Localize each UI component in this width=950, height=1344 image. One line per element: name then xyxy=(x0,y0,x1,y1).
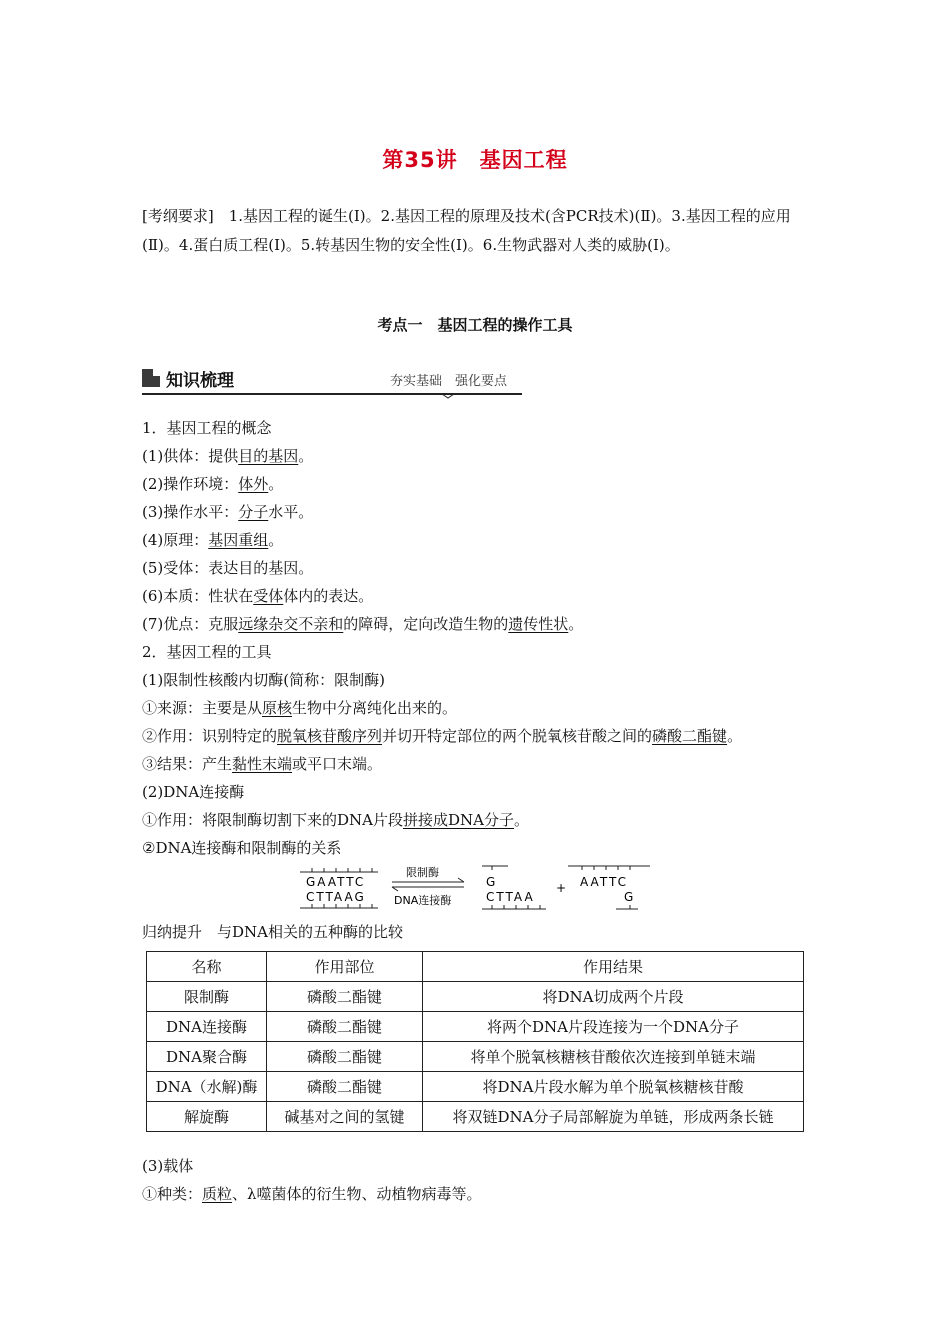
text-line xyxy=(142,806,822,834)
table-header: 作用部位 xyxy=(267,952,423,982)
dna-cut-ligate-figure xyxy=(296,862,656,912)
knowledge-content xyxy=(142,414,822,862)
table-cell: 将单个脱氧核糖核苷酸依次连接到单链末端 xyxy=(423,1042,804,1072)
vector-content xyxy=(142,1152,822,1208)
table-cell: 将双链DNA分子局部解旋为单链，形成两条长链 xyxy=(423,1102,804,1132)
text-line xyxy=(142,750,822,778)
arrow-label-ligase: DNA连接酶 xyxy=(394,894,452,907)
page-title: 第35讲 基因工程 xyxy=(382,148,568,172)
text-segment: (1)供体：提供 xyxy=(142,447,239,465)
arrow-label-restriction: 限制酶 xyxy=(406,866,439,879)
text-segment: (5)受体：表达目的基因。 xyxy=(142,559,314,577)
table-row xyxy=(147,1072,804,1102)
text-segment: 。 xyxy=(727,727,743,745)
table-header: 作用结果 xyxy=(423,952,804,982)
middle-bottom-strand: CTTAA xyxy=(486,890,535,904)
table-cell: DNA连接酶 xyxy=(147,1012,267,1042)
text-segment: 或平口末端。 xyxy=(292,755,383,773)
text-line xyxy=(142,526,822,554)
table-cell: 磷酸二酯键 xyxy=(267,1042,423,1072)
text-segment: (7)优点：克服 xyxy=(142,615,239,633)
table-row xyxy=(147,1102,804,1132)
answer-blank: 远缘杂交不亲和 xyxy=(238,615,344,633)
text-segment: 。 xyxy=(298,447,314,465)
banner-square-icon xyxy=(142,369,160,387)
text-segment: (2)DNA连接酶 xyxy=(142,783,245,801)
left-bottom-strand: CTTAAG xyxy=(306,890,366,904)
left-top-strand: GAATTC xyxy=(306,875,366,889)
answer-blank: 遗传性状 xyxy=(508,615,569,633)
text-segment: 、λ噬菌体的衍生物、动植物病毒等。 xyxy=(232,1185,482,1203)
text-line xyxy=(142,554,822,582)
text-segment: 。 xyxy=(568,615,584,633)
answer-blank: 拼接成DNA分子 xyxy=(403,811,514,829)
text-line xyxy=(142,834,822,862)
table-cell: 将DNA片段水解为单个脱氧核糖核苷酸 xyxy=(423,1072,804,1102)
table-cell: 磷酸二酯键 xyxy=(267,1072,423,1102)
table-cell: 将DNA切成两个片段 xyxy=(423,982,804,1012)
banner-underline xyxy=(142,390,522,400)
text-line xyxy=(142,1152,822,1180)
table-cell: 将两个DNA片段连接为一个DNA分子 xyxy=(423,1012,804,1042)
answer-blank: 质粒 xyxy=(202,1185,233,1203)
text-segment: 的障碍，定向改造生物的 xyxy=(343,615,509,633)
table-cell: 碱基对之间的氢键 xyxy=(267,1102,423,1132)
text-segment: 水平。 xyxy=(268,503,314,521)
answer-blank: 脱氧核苷酸序列 xyxy=(277,727,383,745)
table-cell: 解旋酶 xyxy=(147,1102,267,1132)
text-line xyxy=(142,610,822,638)
table-row xyxy=(147,1012,804,1042)
exam-requirements: [考纲要求] 1.基因工程的诞生(Ⅰ)。2.基因工程的原理及技术(含PCR技术)(Ⅱ)。3.基因工程的应用(Ⅱ)。4.蛋白质工程(Ⅰ)。5.转基因生物的安全性(Ⅰ)。6.生物武器对人类的威胁(Ⅰ)。 xyxy=(142,207,791,254)
text-segment: (2)操作环境： xyxy=(142,475,239,493)
banner-subtitle: 夯实基础 强化要点 xyxy=(390,374,508,389)
text-segment: ②DNA连接酶和限制酶的关系 xyxy=(142,839,342,857)
text-segment: 。 xyxy=(268,475,284,493)
text-line xyxy=(142,694,822,722)
middle-top-strand: G xyxy=(486,875,496,889)
text-line xyxy=(142,498,822,526)
table-row xyxy=(147,982,804,1012)
answer-blank: 黏性末端 xyxy=(232,755,293,773)
text-segment: ①作用：将限制酶切割下来的DNA片段 xyxy=(142,811,403,829)
text-segment: (4)原理： xyxy=(142,531,209,549)
text-line xyxy=(142,666,822,694)
table-cell: 磷酸二酯键 xyxy=(267,1012,423,1042)
text-segment: 。 xyxy=(514,811,530,829)
text-segment: 并切开特定部位的两个脱氧核苷酸之间的 xyxy=(382,727,653,745)
text-segment: ①种类： xyxy=(142,1185,203,1203)
text-segment: (1)限制性核酸内切酶(简称：限制酶) xyxy=(142,671,385,689)
right-bottom-strand: G xyxy=(624,890,634,904)
right-top-strand: AATTC xyxy=(580,875,628,889)
table-header: 名称 xyxy=(147,952,267,982)
text-segment: ②作用：识别特定的 xyxy=(142,727,278,745)
answer-blank: 受体 xyxy=(253,587,284,605)
banner-title: 知识梳理 xyxy=(166,371,234,391)
answer-blank: 体外 xyxy=(238,475,269,493)
text-segment: 。 xyxy=(268,531,284,549)
text-segment: 生物中分离纯化出来的。 xyxy=(292,699,458,717)
text-line xyxy=(142,1180,822,1208)
plus-sign: + xyxy=(556,881,567,895)
text-segment: (3)操作水平： xyxy=(142,503,239,521)
text-segment: ③结果：产生 xyxy=(142,755,233,773)
text-segment: ①来源：主要是从 xyxy=(142,699,263,717)
table-cell: 限制酶 xyxy=(147,982,267,1012)
table-cell: DNA（水解)酶 xyxy=(147,1072,267,1102)
enzyme-comparison-table xyxy=(146,951,804,1132)
table-cell: 磷酸二酯键 xyxy=(267,982,423,1012)
text-segment: 1．基因工程的概念 xyxy=(142,419,272,437)
table-header-row xyxy=(147,952,804,982)
text-segment: (3)载体 xyxy=(142,1157,194,1175)
text-line xyxy=(142,442,822,470)
text-line xyxy=(142,778,822,806)
text-segment: 体内的表达。 xyxy=(283,587,374,605)
answer-blank: 分子 xyxy=(238,503,269,521)
induction-heading: 归纳提升 与DNA相关的五种酶的比较 xyxy=(142,923,403,941)
enzyme-relationship-diagram xyxy=(296,862,656,912)
text-line xyxy=(142,638,822,666)
section-title: 考点一 基因工程的操作工具 xyxy=(377,316,573,334)
answer-blank: 目的基因 xyxy=(238,447,299,465)
text-line xyxy=(142,722,822,750)
table-cell: DNA聚合酶 xyxy=(147,1042,267,1072)
text-line xyxy=(142,582,822,610)
knowledge-banner xyxy=(142,364,522,400)
text-segment: (6)本质：性状在 xyxy=(142,587,254,605)
answer-blank: 磷酸二酯键 xyxy=(652,727,728,745)
table-row xyxy=(147,1042,804,1072)
answer-blank: 基因重组 xyxy=(208,531,269,549)
answer-blank: 原核 xyxy=(262,699,293,717)
text-segment: 2．基因工程的工具 xyxy=(142,643,272,661)
text-line xyxy=(142,414,822,442)
text-line xyxy=(142,470,822,498)
